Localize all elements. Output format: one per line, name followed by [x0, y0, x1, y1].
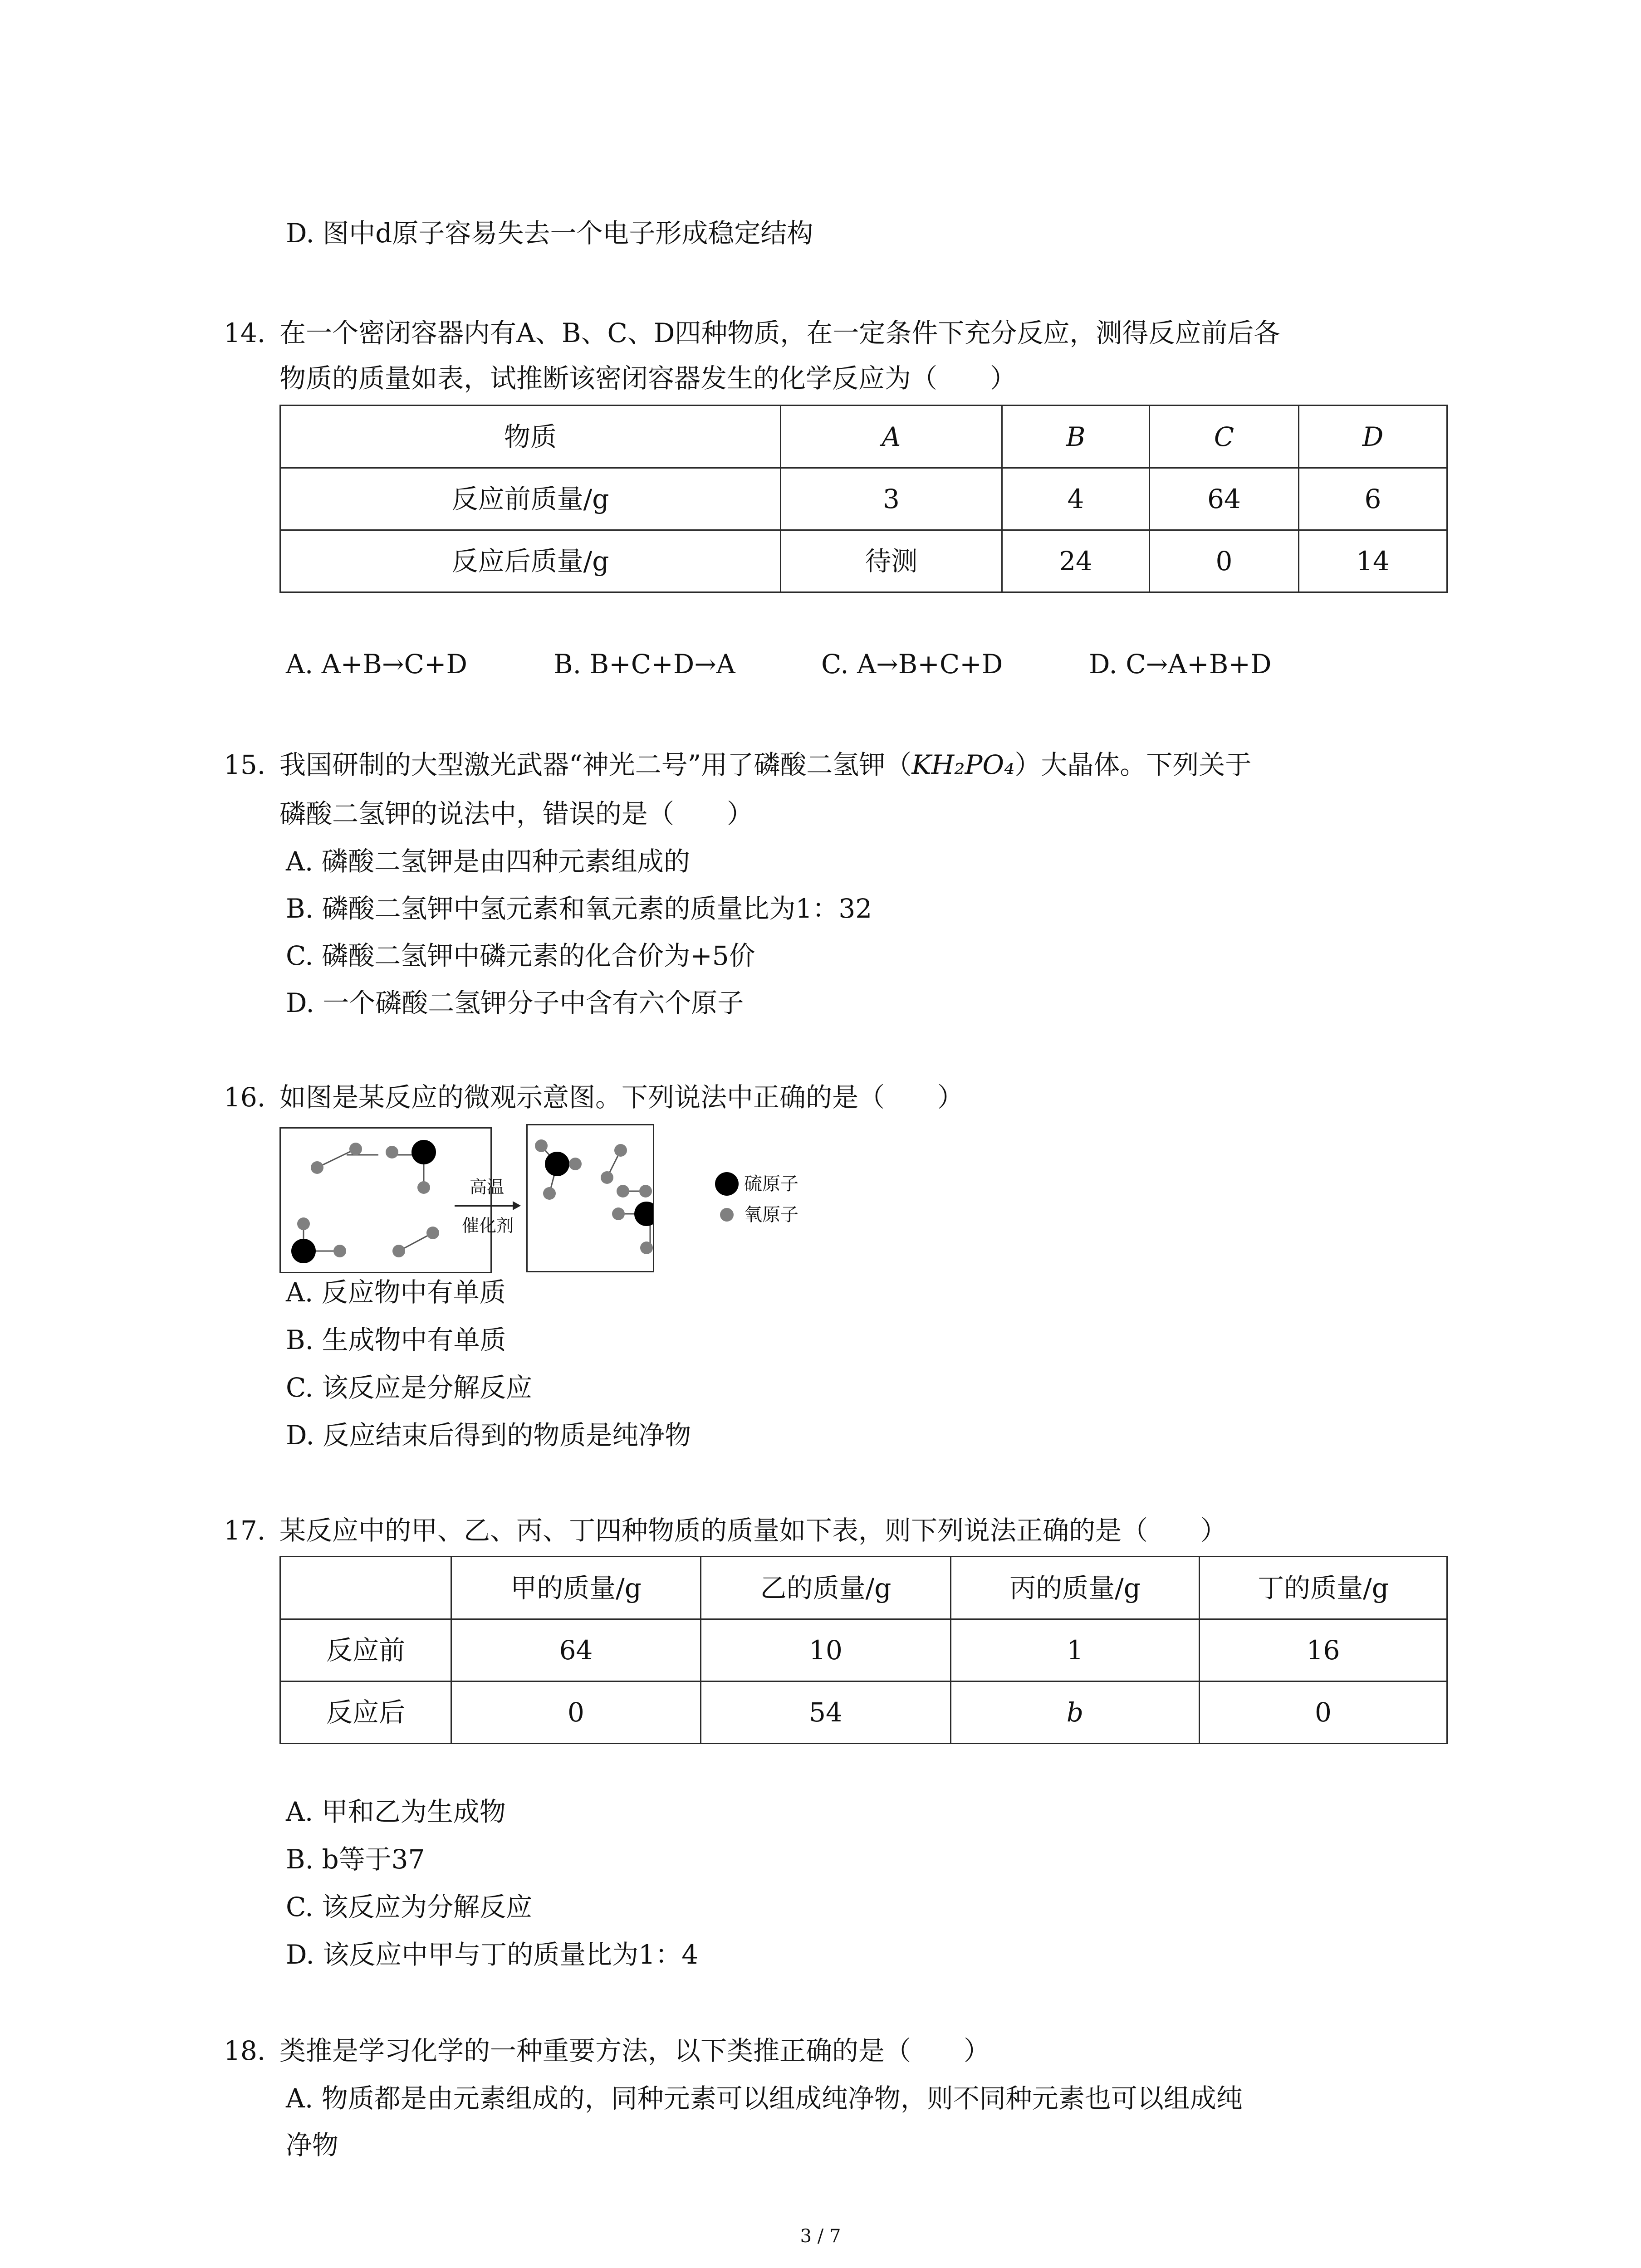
q15-option-c: C. 磷酸二氢钾中磷元素的化合价为+5价 [286, 940, 755, 971]
q14-option-a: A. A+B→C+D [286, 649, 467, 679]
q14-cell: 3 [781, 468, 1002, 530]
q14-cell: 64 [1150, 468, 1299, 530]
products-box [526, 1124, 654, 1272]
q15-option-b: B. 磷酸二氢钾中氢元素和氧元素的质量比为1：32 [286, 893, 872, 924]
q14-stem-line1: 在一个密闭容器内有A、B、C、D四种物质，在一定条件下充分反应，测得反应前后各 [279, 318, 1280, 348]
q14-cell: 14 [1299, 530, 1447, 592]
q17-cell: 0 [451, 1681, 701, 1744]
arrow-condition-top: 高温 [469, 1177, 504, 1197]
legend-oxygen-icon [713, 1201, 740, 1228]
oxygen-atom [535, 1139, 548, 1152]
q14-cell: 24 [1002, 530, 1150, 592]
q14-header-substance: 物质 [280, 406, 781, 468]
oxygen-atom [614, 1144, 627, 1157]
q17-cell-b: b [951, 1681, 1200, 1744]
q14-cell: 0 [1150, 530, 1299, 592]
q17-stem-line1: 某反应中的甲、乙、丙、丁四种物质的质量如下表，则下列说法正确的是（ ） [279, 1515, 1227, 1546]
q14-table [279, 405, 1448, 593]
q16-stem-line1: 如图是某反应的微观示意图。下列说法中正确的是（ ） [279, 1082, 964, 1113]
products-molecules [528, 1125, 653, 1271]
q17-cell: 0 [1200, 1681, 1447, 1744]
oxygen-atom [569, 1158, 582, 1170]
q17-option-a: A. 甲和乙为生成物 [286, 1796, 506, 1827]
oxygen-atom [386, 1146, 398, 1158]
q14-header-a: A [781, 406, 1002, 468]
q15-stem-line1 [279, 749, 1252, 780]
q14-option-c: C. A→B+C+D [821, 649, 1003, 679]
q15-formula: KH₂PO₄ [911, 749, 1015, 780]
legend-sulfur-label: 硫原子 [744, 1173, 798, 1194]
q16-option-c: C. 该反应是分解反应 [286, 1372, 533, 1403]
q16-option-d: D. 反应结束后得到的物质是纯净物 [286, 1420, 691, 1451]
q18-option-a-line2: 净物 [286, 2130, 339, 2160]
oxygen-atom [333, 1245, 346, 1257]
q17-option-c: C. 该反应为分解反应 [286, 1892, 533, 1922]
oxygen-atom [311, 1161, 323, 1174]
oxygen-atom [297, 1217, 310, 1230]
sulfur-atom [634, 1202, 653, 1226]
sulfur-atom [411, 1140, 436, 1164]
q16-option-b: B. 生成物中有单质 [286, 1325, 506, 1355]
q15-stem-post: ）大晶体。下列关于 [1014, 749, 1252, 780]
q17-header-ding: 丁的质量/g [1200, 1557, 1447, 1619]
q15-stem-line2: 磷酸二氢钾的说法中，错误的是（ ） [279, 798, 754, 829]
oxygen-atom [417, 1181, 430, 1194]
q14-number: 14. [224, 318, 266, 348]
q16-option-a: A. 反应物中有单质 [286, 1277, 506, 1308]
oxygen-atom [543, 1187, 556, 1200]
q14-row-before-label: 反应前质量/g [280, 468, 781, 530]
q17-cell: 54 [701, 1681, 951, 1744]
oxygen-atom [392, 1245, 405, 1257]
q18-stem-line1: 类推是学习化学的一种重要方法，以下类推正确的是（ ） [279, 2035, 990, 2066]
legend-oxygen-label: 氧原子 [744, 1204, 798, 1225]
q14-header-b: B [1002, 406, 1150, 468]
oxygen-atom [612, 1207, 625, 1220]
q17-row-before-label: 反应前 [280, 1619, 451, 1681]
q17-number: 17. [224, 1515, 266, 1546]
oxygen-atom [349, 1143, 362, 1155]
q17-header-bing: 丙的质量/g [951, 1557, 1200, 1619]
q13-option-d: D. 图中d原子容易失去一个电子形成稳定结构 [286, 218, 813, 249]
oxygen-atom [639, 1185, 652, 1198]
legend-sulfur-icon [713, 1170, 740, 1198]
q17-header-jia: 甲的质量/g [451, 1557, 701, 1619]
oxygen-atom [601, 1171, 613, 1184]
q15-number: 15. [224, 749, 266, 780]
q15-option-a: A. 磷酸二氢钾是由四种元素组成的 [286, 846, 690, 877]
sulfur-atom [291, 1239, 316, 1263]
q14-header-c: C [1150, 406, 1299, 468]
oxygen-atom [426, 1227, 439, 1239]
q17-option-d: D. 该反应中甲与丁的质量比为1：4 [286, 1939, 699, 1970]
q17-row-after-label: 反应后 [280, 1681, 451, 1744]
q17-cell: 10 [701, 1619, 951, 1681]
q17-cell: 16 [1200, 1619, 1447, 1681]
oxygen-atom [617, 1185, 629, 1198]
q17-option-b: B. b等于37 [286, 1844, 425, 1875]
q14-option-b: B. B+C+D→A [554, 649, 735, 679]
q17-cell: 64 [451, 1619, 701, 1681]
q17-header-yi: 乙的质量/g [701, 1557, 951, 1619]
q14-cell: 待测 [781, 530, 1002, 592]
q15-option-d: D. 一个磷酸二氢钾分子中含有六个原子 [286, 987, 744, 1018]
q17-cell: 1 [951, 1619, 1200, 1681]
page-number: 3 / 7 [800, 2226, 841, 2247]
q16-number: 16. [224, 1082, 266, 1113]
q14-stem-line2: 物质的质量如表，试推断该密闭容器发生的化学反应为（ ） [279, 363, 1017, 394]
q14-option-d: D. C→A+B+D [1089, 649, 1272, 679]
q17-table [279, 1556, 1448, 1744]
arrow-condition-bottom: 催化剂 [461, 1216, 514, 1236]
q18-option-a-line1: A. 物质都是由元素组成的，同种元素可以组成纯净物，则不同种元素也可以组成纯 [286, 2083, 1243, 2114]
sulfur-atom [545, 1152, 569, 1176]
q18-number: 18. [224, 2035, 266, 2066]
q17-header-empty [280, 1557, 451, 1619]
q14-cell: 4 [1002, 468, 1150, 530]
oxygen-atom [640, 1242, 653, 1254]
q14-row-after-label: 反应后质量/g [280, 530, 781, 592]
q14-header-d: D [1299, 406, 1447, 468]
reaction-arrow-icon [454, 1199, 522, 1212]
q14-cell: 6 [1299, 468, 1447, 530]
q15-stem-pre: 我国研制的大型激光武器“神光二号”用了磷酸二氢钾（ [279, 749, 912, 780]
